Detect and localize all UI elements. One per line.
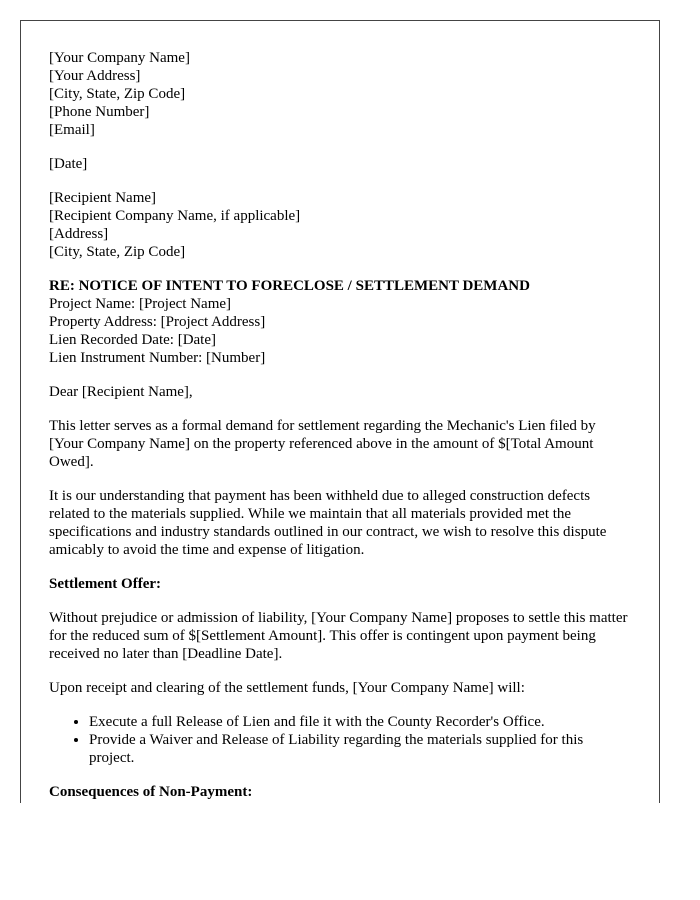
settlement-bullet-list	[49, 713, 631, 767]
sender-city: [City, State, Zip Code]	[49, 86, 186, 102]
list-item: • Provide a Waiver and Release of Liability regarding the materials supplied for this project.	[89, 731, 631, 767]
re-lien-date: Lien Recorded Date: [Date]	[49, 332, 216, 348]
letter-page	[20, 20, 660, 803]
recipient-name: [Recipient Name]	[49, 190, 157, 206]
recipient-company: [Recipient Company Name, if applicable]	[49, 208, 301, 224]
recipient-city: [City, State, Zip Code]	[49, 244, 186, 260]
settlement-title: Settlement Offer:	[49, 576, 162, 592]
list-item: • Execute a full Release of Lien and file it with the County Recorder's Office.	[89, 713, 631, 731]
sender-email: [Email]	[49, 122, 95, 138]
sender-company: [Your Company Name]	[49, 50, 190, 66]
consequences-title: Consequences of Non-Payment:	[49, 784, 253, 800]
sender-block	[49, 49, 631, 139]
re-project-name: Project Name: [Project Name]	[49, 296, 232, 312]
re-heading: RE: NOTICE OF INTENT TO FORECLOSE / SETTLEMENT DEMAND	[49, 278, 530, 294]
recipient-block	[49, 189, 631, 261]
re-property-address: Property Address: [Project Address]	[49, 314, 266, 330]
paragraph-understanding: It is our understanding that payment has been withheld due to alleged construction defects related to the materials supplied. While we maintain that all materials provided met the specifications and industry standards outlined in our contract, we wish to resolve this dispute amicably to avoid the time and expense of litigation.	[49, 488, 607, 558]
re-instrument-number: Lien Instrument Number: [Number]	[49, 350, 266, 366]
paragraph-demand: This letter serves as a formal demand for settlement regarding the Mechanic's Lien filed by [Your Company Name] on the property referenced above in the amount of $[Total Amount Owed].	[49, 418, 596, 470]
re-block	[49, 277, 631, 367]
recipient-address: [Address]	[49, 226, 109, 242]
sender-address: [Your Address]	[49, 68, 141, 84]
letter-date: [Date]	[49, 156, 88, 172]
settlement-paragraph: Without prejudice or admission of liability, [Your Company Name] proposes to settle this matter for the reduced sum of $[Settlement Amount]. This offer is contingent upon payment being received no later than [Deadline Date].	[49, 610, 628, 662]
sender-phone: [Phone Number]	[49, 104, 150, 120]
settlement-receipt-paragraph: Upon receipt and clearing of the settlement funds, [Your Company Name] will:	[49, 680, 525, 696]
salutation: Dear [Recipient Name],	[49, 384, 193, 400]
